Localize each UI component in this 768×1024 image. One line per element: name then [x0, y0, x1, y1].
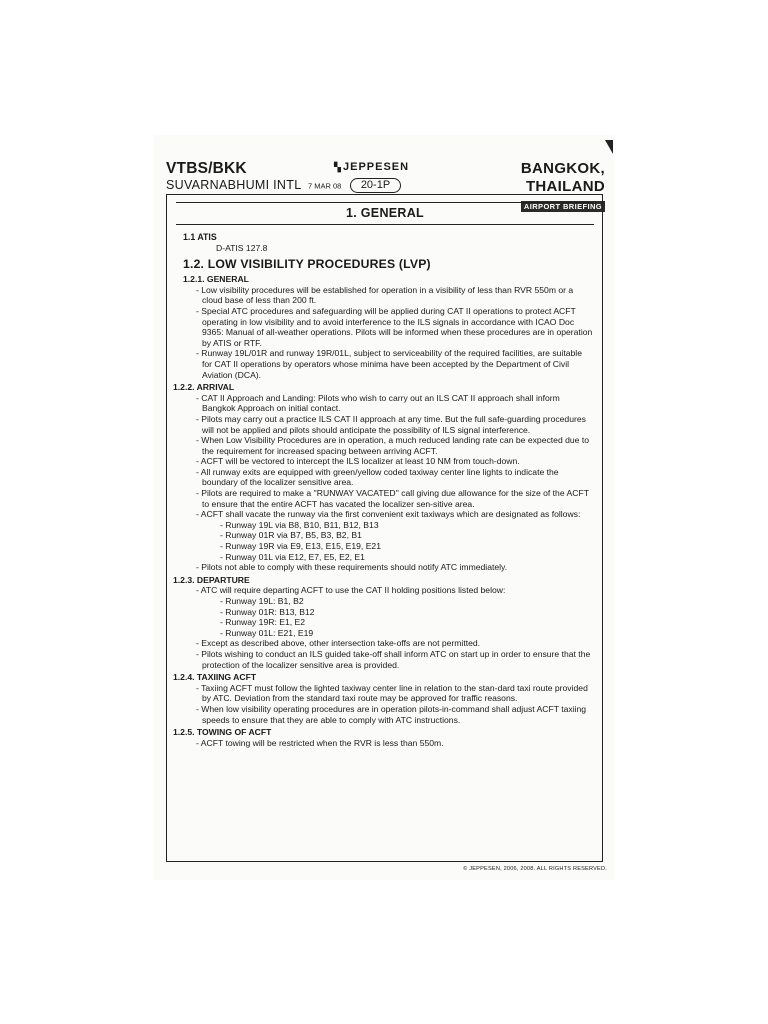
departure-item: - Pilots wishing to conduct an ILS guided take-off shall inform ATC on start up in order to ensure that the protection of the localizer sensitive area is provided.: [196, 648, 591, 670]
jeppesen-logo-icon: ▚: [334, 162, 342, 172]
towing-heading: 1.2.5. TOWING OF ACFT: [173, 727, 272, 738]
exit-item: - Runway 01R via B7, B5, B3, B2, B1: [220, 530, 362, 541]
airport-name: SUVARNABHUMI INTL: [166, 178, 302, 192]
airport-briefing-tag: AIRPORT BRIEFING: [521, 201, 605, 212]
general-item: - Runway 19L/01R and runway 19R/01L, subject to serviceability of the required facilities, are suitable for CAT II operations by operators whose minima have been accepted by the Department of Civil Aviation (DCA).: [196, 348, 582, 380]
section-header: [176, 202, 594, 225]
taxiing-item: - Taxiing ACFT must follow the lighted taxiway center line in relation to the stan-dard taxi route provided by ATC. Deviation from the standard taxi route may be approved for traffic reasons.: [196, 682, 588, 704]
holding-position: - Runway 19R: E1, E2: [220, 617, 306, 628]
body-text: [173, 232, 593, 748]
general-heading: 1.2.1. GENERAL: [183, 274, 249, 285]
section-title: 1. GENERAL: [345, 206, 424, 220]
revision-date: 7 MAR 08: [308, 181, 342, 191]
arrival-item: - Pilots are required to make a ''RUNWAY VACATED'' call giving due allowance for the size of the ACFT to ensure that the entire ACFT has vacated the localizer sen-sitive area.: [196, 488, 589, 509]
airport-code: VTBS/BKK: [166, 160, 247, 177]
header-center: [308, 161, 438, 192]
arrival-item: - ACFT will be vectored to intercept the ILS localizer at least 10 NM from touch-down.: [196, 456, 520, 467]
departure-intro: - ATC will require departing ACFT to use the CAT II holding positions listed below:: [196, 585, 506, 596]
arrival-item: - ACFT shall vacate the runway via the first convenient exit taxiways which are designated as follows:: [196, 509, 581, 520]
atis-value: D-ATIS 127.8: [216, 242, 268, 253]
general-item: - Special ATC procedures and safeguarding will be applied during CAT II operations to protect ACFT operating in low visibility and to avoid interference to the ILS signals in accordance with ICAO Doc 9365: Manual of all-weather operations. Pilots will be informed when these procedures are in operation by ATIS or RTF.: [196, 305, 593, 348]
exit-item: - Runway 01L via E12, E7, E5, E2, E1: [220, 551, 365, 562]
corner-mark: [605, 140, 613, 154]
copyright: © JEPPESEN, 2006, 2008. ALL RIGHTS RESERVED.: [463, 866, 607, 872]
jeppesen-logo: [332, 161, 438, 173]
exit-item: - Runway 19R via E9, E13, E15, E19, E21: [220, 541, 381, 552]
holding-position: - Runway 01L: E21, E19: [220, 627, 314, 638]
holding-position: - Runway 01R: B13, B12: [220, 606, 315, 617]
logo-text: JEPPESEN: [343, 161, 410, 173]
header-left: [166, 160, 301, 193]
arrival-item: - All runway exits are equipped with green/yellow coded taxiway center line lights to indicate the boundary of the localizer sensitive area.: [196, 466, 559, 488]
date-row: [308, 177, 401, 195]
general-item: - Low visibility procedures will be established for operation in a visibility of less than RVR 550m or a cloud base of less than 200 ft.: [196, 284, 574, 306]
arrival-item: - When Low Visibility Procedures are in operation, a much reduced landing rate can be expected due to the requirement for increased spacing between arriving ACFT.: [196, 435, 590, 456]
arrival-item: - CAT II Approach and Landing: Pilots who wish to carry out an ILS CAT II approach shall inform Bangkok Approach on initial contact.: [196, 392, 560, 414]
arrival-final: - Pilots not able to comply with these requirements should notify ATC immediately.: [196, 562, 508, 573]
taxiing-item: - When low visibility operating procedures are in operation pilots-in-command shall adjust ACFT taxiing speeds to ensure that they are able to comply with ATC instructions.: [196, 703, 587, 725]
departure-item: - Except as described above, other intersection take-offs are not permitted.: [196, 638, 481, 649]
arrival-heading: 1.2.2. ARRIVAL: [173, 382, 235, 393]
towing-item: - ACFT towing will be restricted when the RVR is less than 550m.: [196, 737, 444, 748]
lvp-heading: 1.2. LOW VISIBILITY PROCEDURES (LVP): [183, 257, 431, 272]
chart-number: 20-1P: [350, 178, 401, 193]
departure-heading: 1.2.3. DEPARTURE: [173, 574, 250, 585]
atis-heading: 1.1 ATIS: [183, 232, 217, 242]
exit-item: - Runway 19L via B8, B10, B11, B12, B13: [220, 519, 379, 530]
holding-position: - Runway 19L: B1, B2: [220, 596, 304, 606]
city-name: BANGKOK, THAILAND: [520, 160, 605, 195]
taxiing-heading: 1.2.4. TAXIING ACFT: [173, 672, 257, 683]
arrival-item: - Pilots may carry out a practice ILS CAT II approach at any time. But the full safe-guarding procedures will not be applied and pilots should anticipate the possibility of ILS signal interference.: [196, 413, 586, 435]
